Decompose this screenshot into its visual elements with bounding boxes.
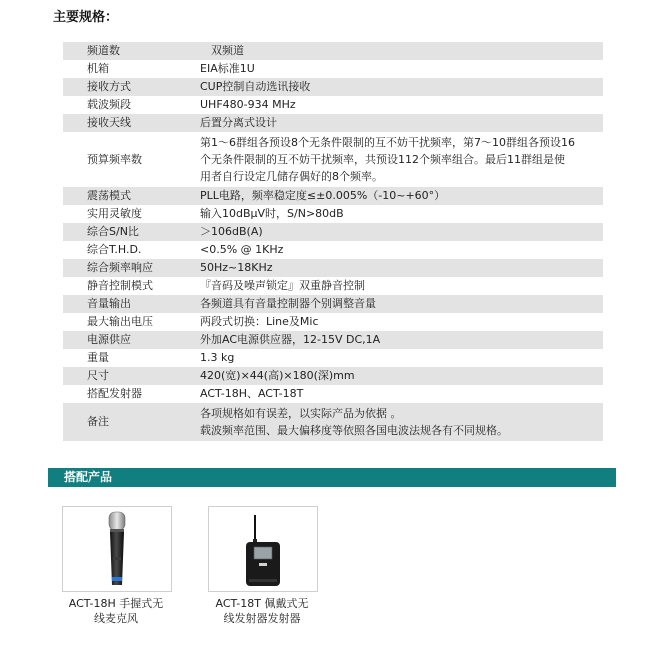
spec-value — [197, 313, 603, 331]
spec-value — [197, 295, 603, 313]
spec-value-line: 后置分离式设计 — [200, 116, 277, 129]
spec-label: 综合S/N比 — [63, 223, 197, 241]
related-products-title: 搭配产品 — [64, 470, 113, 484]
spec-value — [197, 349, 603, 367]
spec-row — [63, 187, 603, 205]
spec-label: 接收天线 — [63, 114, 197, 132]
spec-row — [63, 96, 603, 114]
handheld-microphone-icon — [63, 507, 171, 591]
spec-row — [63, 223, 603, 241]
spec-label: 预算频率数 — [63, 132, 197, 187]
spec-value — [197, 114, 603, 132]
spec-value-line: EIA标准1U — [200, 62, 255, 75]
spec-label: 综合T.H.D. — [63, 241, 197, 259]
spec-value-line: 各项规格如有误差，以实际产品为依据 。 — [200, 407, 402, 420]
spec-value — [197, 277, 603, 295]
spec-value-line: ACT-18H、ACT-18T — [200, 387, 304, 400]
spec-value-line: 用者自行设定几储存偶好的8个频率。 — [200, 170, 383, 183]
spec-label: 震荡模式 — [63, 187, 197, 205]
spec-value-line: ＞106dB(A) — [200, 225, 263, 238]
product-card-act-18h[interactable] — [62, 506, 172, 592]
spec-value-line: 个无条件限制的互不妨干扰频率，共预设112个频率组合。最后11群组是使 — [200, 153, 565, 166]
spec-value-line: <0.5% @ 1KHz — [200, 243, 284, 256]
related-products-bar — [48, 468, 616, 487]
spec-value-line: 两段式切换：Line及Mic — [200, 315, 319, 328]
spec-row — [63, 385, 603, 403]
spec-value-line: 双频道 — [200, 44, 244, 57]
spec-label: 频道数 — [63, 42, 197, 60]
spec-row — [63, 78, 603, 96]
spec-value-line: 50Hz~18KHz — [200, 261, 273, 274]
spec-label: 备注 — [63, 403, 197, 441]
spec-value — [197, 42, 603, 60]
spec-label: 电源供应 — [63, 331, 197, 349]
spec-label: 音量输出 — [63, 295, 197, 313]
spec-value-line: 420(宽)×44(高)×180(深)mm — [200, 369, 355, 382]
spec-value — [197, 403, 603, 441]
spec-value — [197, 223, 603, 241]
spec-value — [197, 331, 603, 349]
spec-value-line: 外加AC电源供应器，12-15V DC,1A — [200, 333, 381, 346]
spec-row — [63, 241, 603, 259]
spec-row — [63, 42, 603, 60]
spec-value — [197, 385, 603, 403]
spec-row — [63, 114, 603, 132]
spec-label: 接收方式 — [63, 78, 197, 96]
spec-value — [197, 205, 603, 223]
spec-value-line: 各频道具有音量控制器个别调整音量 — [200, 297, 376, 310]
spec-value-line: PLL电路，频率稳定度≤±0.005%（-10~+60°） — [200, 189, 446, 202]
spec-row — [63, 403, 603, 441]
spec-value-line: 载波频率范围、最大偏移度等依照各国电波法规各有不同规格。 — [200, 424, 508, 437]
spec-row — [63, 295, 603, 313]
spec-row — [63, 367, 603, 385]
spec-label: 搭配发射器 — [63, 385, 197, 403]
spec-row — [63, 259, 603, 277]
product-caption-line: ACT-18H 手握式无 — [68, 597, 164, 610]
spec-value-line: 1.3 kg — [200, 351, 235, 364]
spec-row — [63, 313, 603, 331]
spec-value — [197, 187, 603, 205]
spec-value — [197, 367, 603, 385]
spec-value — [197, 60, 603, 78]
spec-value — [197, 259, 603, 277]
spec-value — [197, 78, 603, 96]
spec-row — [63, 205, 603, 223]
section-title: 主要规格： — [53, 10, 119, 25]
spec-label: 重量 — [63, 349, 197, 367]
spec-value — [197, 132, 603, 187]
product-caption-line: ACT-18T 佩戴式无 — [215, 597, 309, 610]
spec-label: 最大输出电压 — [63, 313, 197, 331]
spec-label: 综合频率响应 — [63, 259, 197, 277]
spec-row — [63, 349, 603, 367]
spec-value-line: UHF480-934 MHz — [200, 98, 296, 111]
spec-table — [63, 42, 603, 441]
product-card-act-18t[interactable] — [208, 506, 318, 592]
spec-label: 机箱 — [63, 60, 197, 78]
product-caption-act-18t[interactable] — [197, 596, 327, 626]
spec-row — [63, 331, 603, 349]
spec-value-line: 『音码及噪声锁定』双重静音控制 — [200, 279, 365, 292]
spec-label: 实用灵敏度 — [63, 205, 197, 223]
spec-value-line: CUP控制自动选讯接收 — [200, 80, 311, 93]
spec-value-line: 输入10dBμV时，S/N>80dB — [200, 207, 344, 220]
spec-value-line: 第1～6群组各预设8个无条件限制的互不妨干扰频率，第7～10群组各预设16 — [200, 136, 575, 149]
spec-value — [197, 241, 603, 259]
product-caption-line: 线发射器发射器 — [223, 612, 301, 625]
spec-label: 载波频段 — [63, 96, 197, 114]
spec-value — [197, 96, 603, 114]
spec-row — [63, 60, 603, 78]
spec-row — [63, 277, 603, 295]
spec-label: 静音控制模式 — [63, 277, 197, 295]
spec-row — [63, 132, 603, 187]
product-caption-line: 线麦克风 — [94, 612, 138, 625]
product-caption-act-18h[interactable] — [51, 596, 181, 626]
spec-label: 尺寸 — [63, 367, 197, 385]
bodypack-transmitter-icon — [209, 507, 317, 591]
